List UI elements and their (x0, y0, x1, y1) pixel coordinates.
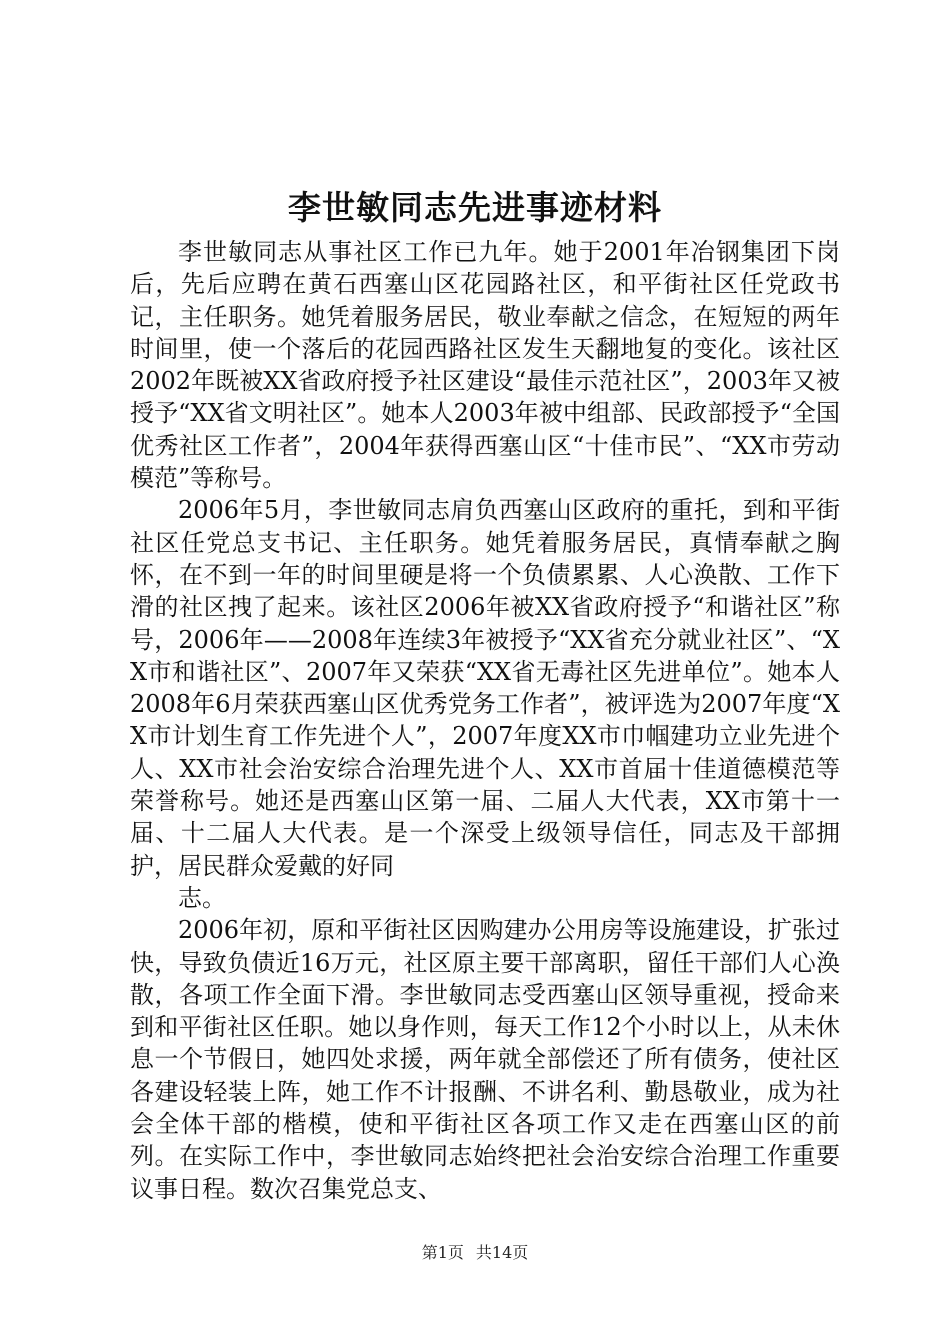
paragraph-4: 2006年初，原和平街社区因购建办公用房等设施建设，扩张过快，导致负债近16万元，社区原主要干部离职，留任干部们人心涣散，各项工作全面下滑。李世敏同志受西塞山区领导重视，授命来到和平街社区任职。她以身作则，每天工作12个小时以上，从未休息一个节假日，她四处求援，两年就全部偿还了所有债务，使社区各建设轻装上阵，她工作不计报酬、不讲名利、勤恳敬业，成为社会全体干部的楷模，使和平街社区各项工作又走在西塞山区的前列。在实际工作中，李世敏同志始终把社会治安综合治理工作重要议事日程。数次召集党总支、 (130, 916, 840, 1203)
paragraph-3: 志。 (178, 883, 226, 912)
page-footer (0, 1241, 950, 1265)
document-title: 李世敏同志先进事迹材料 (288, 188, 662, 227)
paragraph-1: 李世敏同志从事社区工作已九年。她于2001年冶钢集团下岗后，先后应聘在黄石西塞山区花园路社区，和平街社区任党政书记，主任职务。她凭着服务居民，敬业奉献之信念，在短短的两年时间里，使一个落后的花园西路社区发生天翻地复的变化。该社区2002年既被XX省政府授予社区建设“最佳示范社区”，2003年又被授予“XX省文明社区”。她本人2003年被中组部、民政部授予“全国优秀社区工作者”，2004年获得西塞山区“十佳市民”、“XX市劳动模范”等称号。 (130, 238, 840, 493)
page-total: 共14页 (475, 1243, 529, 1262)
paragraph-2: 2006年5月，李世敏同志肩负西塞山区政府的重托，到和平街社区任党总支书记、主任职务。她凭着服务居民，真情奉献之胸怀，在不到一年的时间里硬是将一个负债累累、人心涣散、工作下滑的社区拽了起来。该社区2006年被XX省政府授予“和谐社区”称号，2006年——2008年连续3年被授予“XX省充分就业社区”、“XX市和谐社区”、2007年又荣获“XX省无毒社区先进单位”。她本人2008年6月荣获西塞山区优秀党务工作者”，被评选为2007年度“XX市计划生育工作先进个人”，2007年度XX市巾帼建功立业先进个人、XX市社会治安综合治理先进个人、XX市首届十佳道德模范等荣誉称号。她还是西塞山区第一届、二届人大代表，XX市第十一届、十二届人大代表。是一个深受上级领导信任，同志及干部拥护，居民群众爱戴的好同 (130, 496, 840, 880)
page-number: 第1页 (421, 1243, 464, 1262)
document-body (130, 236, 840, 1205)
